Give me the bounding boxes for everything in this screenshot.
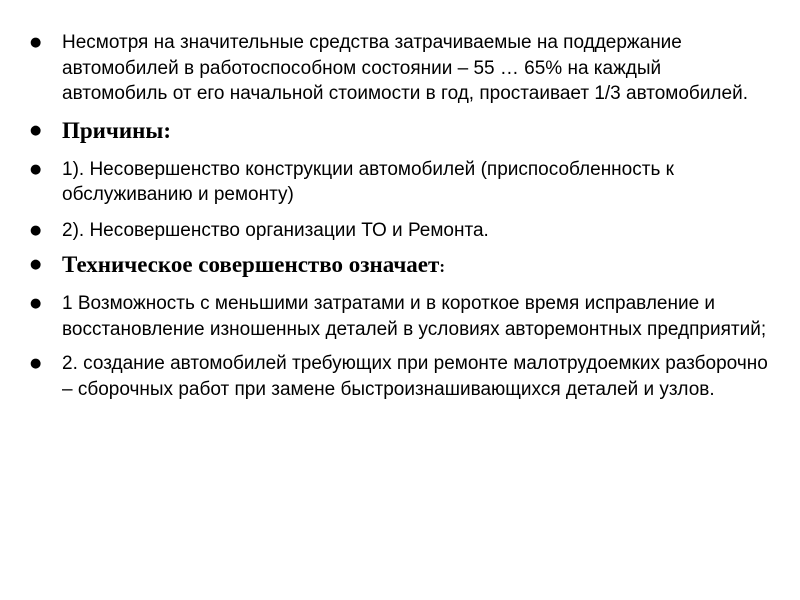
bullet-item-reason-1 [30,157,770,208]
bullet-dot-icon: ● [30,296,42,311]
bullet-dot-icon: ● [30,356,42,371]
bullet-dot-icon: ● [30,222,42,238]
bullet-text: 1). Несовершенство конструкции автомобилей (приспособленность к обслуживанию и ремонту) [62,158,674,205]
bullet-list [30,30,770,410]
bullet-item-perfection-heading [30,251,770,281]
bullet-text: 2). Несовершенство организации ТО и Ремонта. [62,219,489,241]
bullet-heading-text: Причины: [62,117,172,143]
bullet-text: 1 Возможность с меньшими затратами и в короткое время исправление и восстановление изношенных деталей в условиях авторемонтных предприятий; [62,293,767,340]
bullet-text: 2. создание автомобилей требующих при ремонте малотрудоемких разборочно – сборочных работ при замене быстроизнашивающихся деталей и узлов. [62,353,768,400]
bullet-item-reason-2 [30,218,770,244]
bullet-dot-icon: ● [30,161,42,177]
bullet-item-meaning-2 [30,351,770,402]
bullet-heading-text: Техническое совершенство означает [62,252,440,277]
bullet-item-intro [30,30,770,107]
bullet-dot-icon: ● [30,122,42,138]
bullet-text: Несмотря на значительные средства затрачиваемые на поддержание автомобилей в работоспособном состоянии – 55 … 65% на каждый автомобиль от его начальной стоимости в год, простаивает 1/3 автомобилей. [62,32,748,104]
bullet-item-meaning-1 [30,291,770,342]
bullet-item-reasons-heading [30,117,770,145]
bullet-dot-icon: ● [30,257,42,272]
heading-colon: : [439,257,445,276]
bullet-dot-icon: ● [30,35,42,50]
